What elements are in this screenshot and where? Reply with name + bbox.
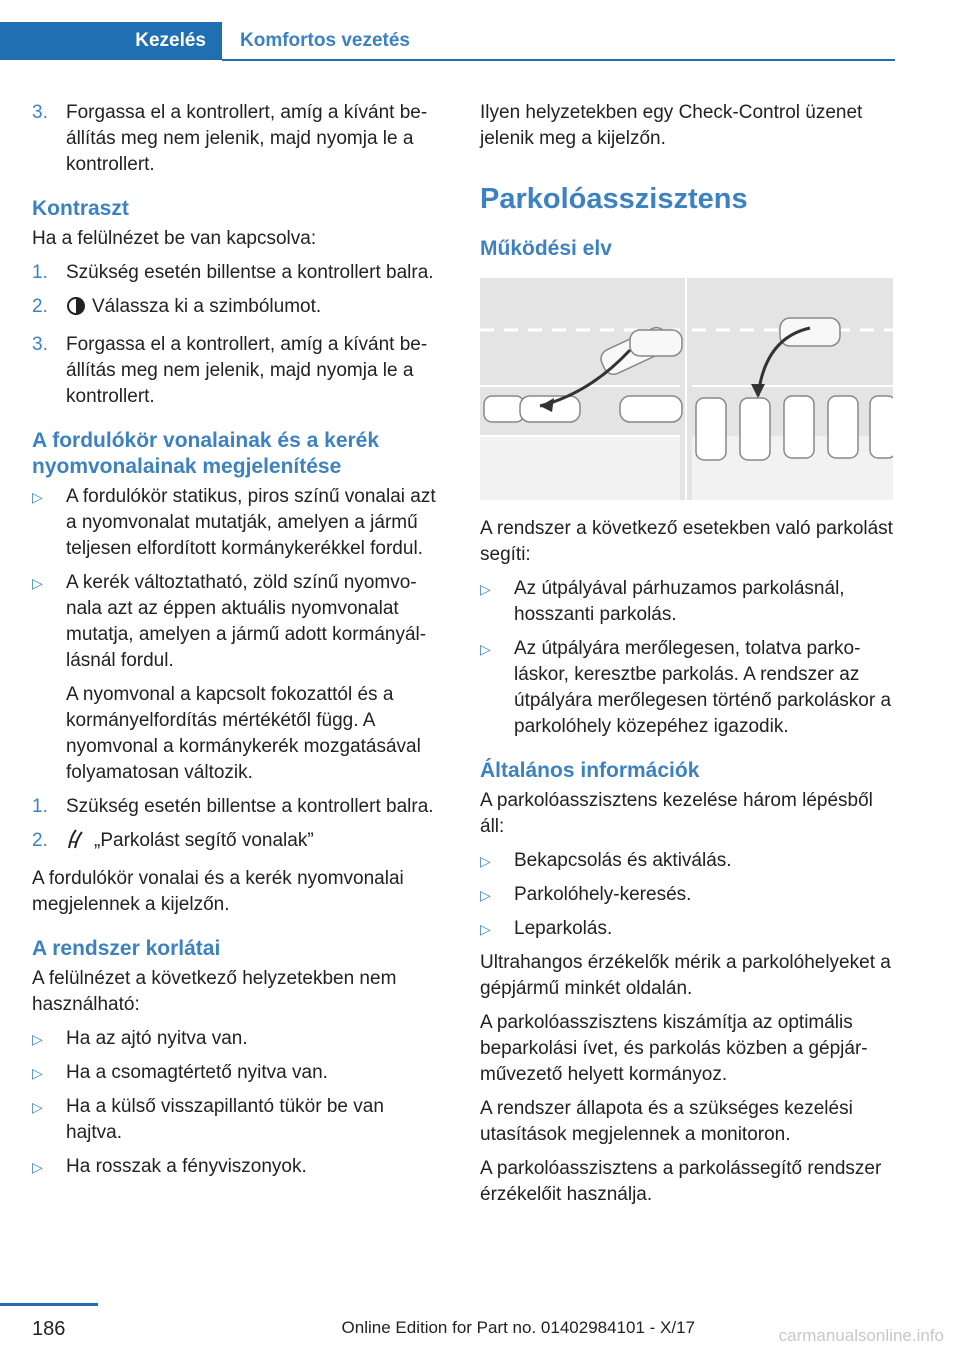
bullet-text: Ha a külső visszapillantó tükör be van hajtva. (66, 1096, 384, 1143)
bullet-triangle-icon: ▷ (480, 921, 491, 937)
page-header (0, 22, 895, 60)
bullet-triangle-icon: ▷ (32, 1159, 43, 1175)
step-number: 1. (32, 262, 48, 283)
header-rule (222, 59, 895, 61)
bullet-item (32, 570, 445, 674)
bullet-triangle-icon: ▷ (480, 887, 491, 903)
right-column (480, 100, 893, 1216)
heading-mukodesi-elv: Működési elv (480, 237, 612, 260)
bullet-triangle-icon: ▷ (480, 581, 491, 597)
bullet-text: Ha rosszak a fényviszonyok. (66, 1156, 307, 1177)
step-item (32, 794, 445, 820)
left-column (32, 100, 445, 1188)
parking-lines-icon (66, 828, 88, 858)
page-title: Parkolóasszisztens (480, 183, 748, 215)
bullet-triangle-icon: ▷ (32, 575, 43, 591)
bullet-item (480, 848, 893, 874)
paragraph: A rendszer állapota és a szükséges kezelési utasítások megjelennek a monitoron. (480, 1098, 853, 1145)
bullet-text: Parkolóhely-keresés. (514, 884, 692, 905)
heading-fordulokor: A fordulókör vonalainak és a kerék nyomvonalainak megjelenítése (32, 429, 380, 478)
step-text: Válassza ki a szimbólumot. (92, 296, 322, 317)
korlatai-intro: A felülnézet a következő helyzetekben nem használható: (32, 968, 397, 1015)
step-item (32, 828, 445, 858)
bullet-triangle-icon: ▷ (32, 489, 43, 505)
bullet-triangle-icon: ▷ (480, 853, 491, 869)
step-number: 3. (32, 334, 48, 355)
section-tab-komfortos-vezetes: Komfortos vezetés (240, 30, 410, 51)
step-number: 3. (32, 102, 48, 123)
step-item (32, 332, 445, 410)
bullet-triangle-icon: ▷ (32, 1099, 43, 1115)
bullet-item (32, 1154, 445, 1180)
step-number: 1. (32, 796, 48, 817)
indented-note: A nyomvonal a kapcsolt fokozattól és a kormányelfordítás mértékétől függ. A nyomvonal a kormánykerék mozgatásával folyamatosan változik. (66, 684, 421, 783)
bullet-text: Az útpályával párhuzamos parkolásnál, hosszanti parkolás. (514, 578, 845, 625)
bullet-text: Leparkolás. (514, 918, 613, 939)
bullet-item (32, 1060, 445, 1086)
bullet-item (480, 636, 893, 740)
parking-cases-intro: A rendszer a következő esetekben való parkolást segíti: (480, 518, 893, 565)
fordulokor-outro: A fordulókör vonalai és a kerék nyomvonalai megjelennek a kijelzőn. (32, 868, 404, 915)
check-control-note: Ilyen helyzetekben egy Check-Control üzenet jelenik meg a kijelzőn. (480, 102, 863, 149)
bullet-item (32, 1026, 445, 1052)
bullet-text: Ha az ajtó nyitva van. (66, 1028, 248, 1049)
bullet-text: A fordulókör statikus, piros színű vonalai azt a nyomvonalat mutatják, amelyen a jármű teljesen elfordított kormánykerékkel fordul. (66, 486, 436, 559)
bullet-item (480, 916, 893, 942)
watermark: carmanualsonline.info (778, 1326, 944, 1345)
paragraph: A parkolóasszisztens kiszámítja az optimális beparkolási ívet, és parkolás közben a gépjárművezető helyett kormányoz. (480, 1012, 868, 1085)
step-item (32, 100, 445, 178)
step-item (32, 294, 445, 324)
bullet-triangle-icon: ▷ (32, 1031, 43, 1047)
parking-illustration (480, 278, 893, 500)
step-text: Forgassa el a kontrollert, amíg a kívánt beállítás meg nem jelenik, majd nyomja le a kontrollert. (66, 334, 428, 407)
paragraph: A parkolóasszisztens a parkolássegítő rendszer érzékelőit használja. (480, 1158, 882, 1205)
bullet-triangle-icon: ▷ (32, 1065, 43, 1081)
bullet-item (480, 882, 893, 908)
bullet-item (32, 484, 445, 562)
step-number: 2. (32, 296, 48, 317)
bullet-text: Ha a csomagtértető nyitva van. (66, 1062, 328, 1083)
bullet-item (480, 576, 893, 628)
paragraph: Ultrahangos érzékelők mérik a parkolóhelyeket a gépjármű minkét oldalán. (480, 952, 891, 999)
step-number: 2. (32, 830, 48, 851)
step-text: Forgassa el a kontrollert, amíg a kívánt beállítás meg nem jelenik, majd nyomja le a kontrollert. (66, 102, 428, 175)
step-text: Szükség esetén billentse a kontrollert balra. (66, 796, 434, 817)
bullet-text: Bekapcsolás és aktiválás. (514, 850, 732, 871)
step-text: „Parkolást segítő vonalak” (94, 830, 314, 851)
heading-kontraszt: Kontraszt (32, 197, 129, 220)
bullet-item (32, 1094, 445, 1146)
contrast-icon (66, 296, 86, 324)
heading-korlatai: A rendszer korlátai (32, 937, 221, 960)
bullet-triangle-icon: ▷ (480, 641, 491, 657)
page-number: 186 (32, 1318, 66, 1340)
step-item (32, 260, 445, 286)
step-text: Szükség esetén billentse a kontrollert balra. (66, 262, 434, 283)
section-tab-kezeles: Kezelés (0, 22, 222, 60)
edition-info: Online Edition for Part no. 01402984101 - X/17 (341, 1318, 695, 1337)
footer-rule (0, 1303, 98, 1306)
kontraszt-intro: Ha a felülnézet be van kapcsolva: (32, 228, 317, 249)
general-intro: A parkolóasszisztens kezelése három lépésből áll: (480, 790, 873, 837)
heading-altalanos-informaciok: Általános információk (480, 759, 700, 782)
bullet-text: A kerék változtatható, zöld színű nyomvonala azt az éppen aktuális nyomvonalat mutatja, amelyen a jármű adott kormányállásnál fordul. (66, 572, 427, 671)
bullet-text: Az útpályára merőlegesen, tolatva parkoláskor, keresztbe parkolás. A rendszer az útpályára merőlegesen történő parkoláskor a parkolóhely közepéhez igazodik. (514, 638, 892, 737)
